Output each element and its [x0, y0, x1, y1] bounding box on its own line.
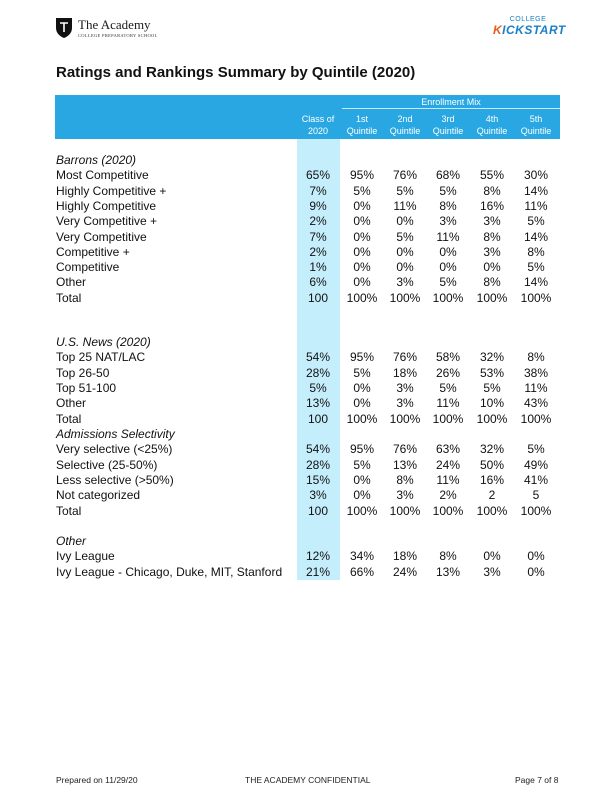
- table-cell: 3%: [483, 214, 501, 229]
- table-cell: 5%: [309, 380, 327, 395]
- table-cell: 14%: [523, 275, 549, 290]
- table-cell: 0%: [353, 260, 371, 275]
- column-header-line1: 4th: [485, 114, 499, 124]
- table-cell: 8%: [527, 350, 545, 365]
- table-cell: 7%: [309, 183, 327, 198]
- table-cell: 95%: [349, 168, 375, 183]
- table-cell: 3%: [396, 488, 414, 503]
- column-header-line1: 1st: [355, 114, 368, 124]
- table-cell: 0%: [353, 488, 371, 503]
- column-header: [296, 113, 340, 137]
- table-cell: 49%: [523, 457, 549, 472]
- table-cell: 100%: [346, 503, 378, 518]
- school-name: The Academy: [78, 17, 151, 32]
- table-cell: 2%: [439, 488, 457, 503]
- table-cell: 8%: [483, 183, 501, 198]
- table-cell: 8%: [439, 198, 457, 213]
- row-label: Total: [56, 411, 82, 426]
- column-header-line1: 5th: [529, 114, 543, 124]
- table-cell: 8%: [396, 472, 414, 487]
- table-cell: 76%: [392, 442, 418, 457]
- table-cell: 0%: [527, 549, 545, 564]
- table-cell: 5%: [527, 260, 545, 275]
- table-cell: 0%: [353, 380, 371, 395]
- table-cell: 28%: [305, 457, 331, 472]
- table-cell: 0%: [439, 260, 457, 275]
- table-cell: 0%: [483, 549, 501, 564]
- table-cell: 100%: [476, 411, 508, 426]
- table-cell: 100%: [389, 290, 421, 305]
- table-cell: 66%: [349, 564, 375, 579]
- table-cell: 8%: [439, 549, 457, 564]
- header-divider: [342, 108, 560, 109]
- table-cell: 11%: [436, 472, 460, 487]
- table-cell: 8%: [483, 229, 501, 244]
- column-header: [383, 113, 427, 137]
- table-cell: 30%: [523, 168, 549, 183]
- row-label: Total: [56, 503, 82, 518]
- table-cell: 2: [488, 488, 496, 503]
- table-cell: 100%: [346, 411, 378, 426]
- table-cell: 100: [307, 503, 329, 518]
- table-cell: 100%: [432, 503, 464, 518]
- table-cell: 0%: [396, 260, 414, 275]
- table-cell: 54%: [305, 350, 331, 365]
- enrollment-mix-header: Enrollment Mix: [421, 97, 481, 107]
- school-subtitle: COLLEGE PREPARATORY SCHOOL: [78, 33, 158, 38]
- table-cell: 95%: [349, 442, 375, 457]
- table-cell: 3%: [396, 380, 414, 395]
- column-header-line2: Quintile: [432, 126, 464, 136]
- college-kickstart-logo: [493, 16, 566, 37]
- table-cell: 11%: [393, 198, 417, 213]
- column-header-line2: Quintile: [476, 126, 508, 136]
- row-label: Competitive: [56, 260, 120, 275]
- table-cell: 100%: [389, 503, 421, 518]
- table-cell: 28%: [305, 365, 331, 380]
- table-cell: 0%: [353, 396, 371, 411]
- table-cell: 0%: [396, 244, 414, 259]
- table-cell: 7%: [309, 229, 327, 244]
- brand-rest: ICKSTART: [502, 23, 566, 37]
- table-cell: 16%: [479, 198, 505, 213]
- table-cell: 34%: [349, 549, 375, 564]
- table-cell: 1%: [309, 260, 327, 275]
- table-cell: 38%: [523, 365, 549, 380]
- shield-icon: [55, 17, 73, 39]
- brand-top-text: COLLEGE: [509, 16, 547, 23]
- table-cell: 63%: [435, 442, 461, 457]
- table-cell: 12%: [305, 549, 331, 564]
- table-cell: 68%: [435, 168, 461, 183]
- table-cell: 3%: [396, 275, 414, 290]
- table-cell: 58%: [435, 350, 461, 365]
- table-cell: 100%: [389, 411, 421, 426]
- table-cell: 3%: [396, 396, 414, 411]
- table-cell: 5: [532, 488, 540, 503]
- section-heading: Admissions Selectivity: [56, 427, 175, 441]
- table-cell: 8%: [527, 244, 545, 259]
- table-cell: 100%: [520, 290, 552, 305]
- column-header-line2: 2020: [307, 126, 329, 136]
- table-cell: 0%: [353, 198, 371, 213]
- table-cell: 32%: [479, 350, 505, 365]
- table-cell: 41%: [523, 472, 549, 487]
- brand-bottom-text: [493, 23, 566, 37]
- table-cell: 43%: [523, 396, 549, 411]
- table-cell: 5%: [396, 183, 414, 198]
- table-cell: 14%: [523, 183, 549, 198]
- table-cell: 5%: [483, 380, 501, 395]
- table-cell: 3%: [483, 244, 501, 259]
- table-cell: 100%: [432, 290, 464, 305]
- column-header: [514, 113, 558, 137]
- table-cell: 100%: [476, 290, 508, 305]
- table-cell: 3%: [439, 214, 457, 229]
- table-cell: 2%: [309, 214, 327, 229]
- table-cell: 100%: [520, 411, 552, 426]
- table-cell: 10%: [479, 396, 505, 411]
- table-cell: 76%: [392, 350, 418, 365]
- table-cell: 13%: [305, 396, 331, 411]
- table-cell: 5%: [353, 365, 371, 380]
- table-cell: 0%: [353, 275, 371, 290]
- row-label: Selective (25-50%): [56, 457, 158, 472]
- table-cell: 6%: [309, 275, 327, 290]
- row-label: Top 26-50: [56, 365, 110, 380]
- page-title: Ratings and Rankings Summary by Quintile (2020): [56, 64, 416, 81]
- footer-confidential: THE ACADEMY CONFIDENTIAL: [245, 775, 371, 785]
- row-label: Other: [56, 396, 87, 411]
- column-header: [426, 113, 470, 137]
- table-cell: 5%: [353, 183, 371, 198]
- column-header-line1: 3rd: [441, 114, 455, 124]
- column-header-line1: Class of: [301, 114, 335, 124]
- row-label: Not categorized: [56, 488, 141, 503]
- row-label: Top 25 NAT/LAC: [56, 350, 146, 365]
- table-cell: 0%: [353, 472, 371, 487]
- table-cell: 26%: [435, 365, 461, 380]
- table-cell: 11%: [524, 380, 548, 395]
- table-cell: 13%: [392, 457, 418, 472]
- row-label: Highly Competitive: [56, 198, 157, 213]
- column-header: [340, 113, 384, 137]
- row-label: Top 51-100: [56, 380, 117, 395]
- table-cell: 100%: [346, 290, 378, 305]
- table-cell: 8%: [483, 275, 501, 290]
- table-cell: 9%: [309, 198, 327, 213]
- table-cell: 11%: [524, 198, 548, 213]
- table-cell: 18%: [392, 549, 418, 564]
- table-cell: 24%: [435, 457, 461, 472]
- table-cell: 21%: [305, 564, 331, 579]
- table-cell: 76%: [392, 168, 418, 183]
- column-header-line1: 2nd: [397, 114, 413, 124]
- table-cell: 15%: [305, 472, 331, 487]
- table-cell: 14%: [523, 229, 549, 244]
- table-cell: 16%: [479, 472, 505, 487]
- row-label: Highly Competitive +: [56, 183, 167, 198]
- table-cell: 95%: [349, 350, 375, 365]
- table-cell: 5%: [439, 183, 457, 198]
- table-cell: 0%: [353, 244, 371, 259]
- table-cell: 24%: [392, 564, 418, 579]
- table-cell: 100: [307, 290, 329, 305]
- table-cell: 11%: [436, 229, 460, 244]
- table-cell: 53%: [479, 365, 505, 380]
- row-label: Competitive +: [56, 244, 130, 259]
- table-cell: 5%: [527, 442, 545, 457]
- table-cell: 0%: [353, 214, 371, 229]
- table-cell: 18%: [392, 365, 418, 380]
- table-cell: 100%: [476, 503, 508, 518]
- column-header-line2: Quintile: [389, 126, 421, 136]
- table-cell: 54%: [305, 442, 331, 457]
- table-cell: 55%: [479, 168, 505, 183]
- table-cell: 5%: [353, 457, 371, 472]
- row-label: Very Competitive +: [56, 214, 158, 229]
- table-cell: 0%: [439, 244, 457, 259]
- table-cell: 50%: [479, 457, 505, 472]
- table-cell: 11%: [436, 396, 460, 411]
- table-cell: 65%: [305, 168, 331, 183]
- table-cell: 3%: [309, 488, 327, 503]
- table-cell: 100%: [432, 411, 464, 426]
- table-cell: 13%: [435, 564, 461, 579]
- row-label: Other: [56, 275, 87, 290]
- section-heading: Other: [56, 534, 87, 548]
- table-cell: 5%: [527, 214, 545, 229]
- row-label: Most Competitive: [56, 168, 149, 183]
- column-header-line2: Quintile: [520, 126, 552, 136]
- table-cell: 0%: [483, 260, 501, 275]
- table-cell: 2%: [309, 244, 327, 259]
- row-label: Very selective (<25%): [56, 442, 173, 457]
- section-heading: Barrons (2020): [56, 153, 137, 167]
- table-cell: 0%: [353, 229, 371, 244]
- row-label: Ivy League: [56, 549, 115, 564]
- brand-k: K: [493, 23, 503, 37]
- table-cell: 5%: [439, 275, 457, 290]
- footer-prepared: Prepared on 11/29/20: [56, 775, 138, 785]
- table-cell: 100%: [520, 503, 552, 518]
- section-heading: U.S. News (2020): [56, 335, 151, 349]
- row-label: Very Competitive: [56, 229, 147, 244]
- footer-page-number: Page 7 of 8: [515, 775, 559, 785]
- row-label: Ivy League - Chicago, Duke, MIT, Stanford: [56, 564, 283, 579]
- table-cell: 5%: [439, 380, 457, 395]
- table-cell: 100: [307, 411, 329, 426]
- row-label: Total: [56, 290, 82, 305]
- row-label: Less selective (>50%): [56, 472, 174, 487]
- column-header: [470, 113, 514, 137]
- table-cell: 0%: [527, 564, 545, 579]
- table-cell: 5%: [396, 229, 414, 244]
- academy-logo: [55, 17, 158, 39]
- column-header-line2: Quintile: [346, 126, 378, 136]
- table-cell: 0%: [396, 214, 414, 229]
- table-cell: 3%: [483, 564, 501, 579]
- table-cell: 32%: [479, 442, 505, 457]
